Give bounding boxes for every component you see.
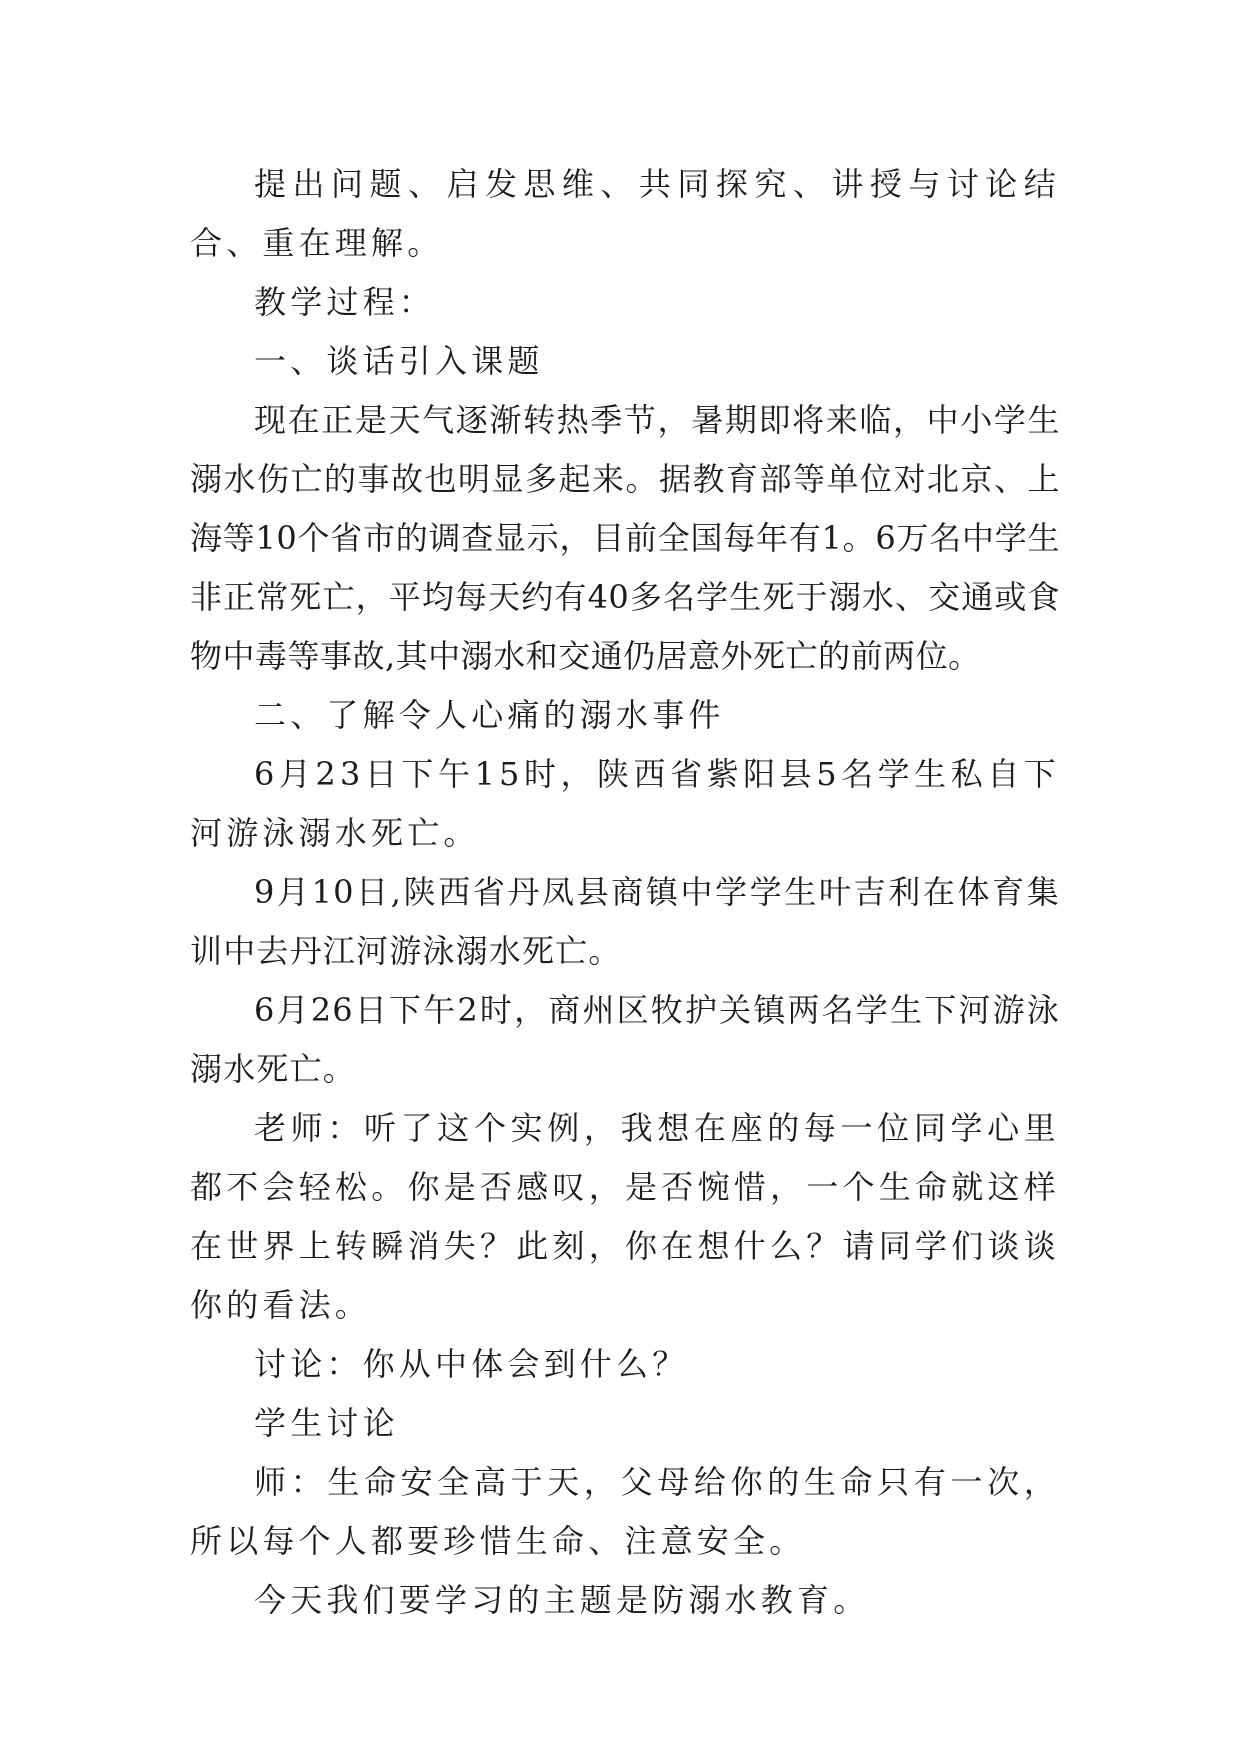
paragraph-lesson-topic: 今天我们要学习的主题是防溺水教育。 xyxy=(254,1581,870,1619)
paragraph-teaching-process-heading: 教学过程： xyxy=(254,283,436,321)
paragraph-event-2: 9月10日,陕西省丹凤县商镇中学学生叶吉利在体育集训中去丹江河游泳溺水死亡。 xyxy=(190,873,1060,970)
paragraph-teacher-summary: 师：生命安全高于天，父母给你的生命只有一次，所以每个人都要珍惜生命、注意安全。 xyxy=(190,1463,1060,1560)
section-heading-drowning-events: 二、了解令人心痛的溺水事件 xyxy=(254,696,725,734)
paragraph-discussion-question: 讨论：你从中体会到什么？ xyxy=(254,1345,689,1383)
paragraph-event-3: 6月26日下午2时，商州区牧护关镇两名学生下河游泳溺水死亡。 xyxy=(190,991,1060,1088)
section-heading-introduction: 一、谈话引入课题 xyxy=(254,342,544,380)
document-body xyxy=(190,155,1060,1630)
paragraph-student-discussion: 学生讨论 xyxy=(254,1404,399,1442)
paragraph-event-1: 6月23日下午15时，陕西省紫阳县5名学生私自下河游泳溺水死亡。 xyxy=(190,755,1060,852)
paragraph-teaching-method: 提出问题、启发思维、共同探究、讲授与讨论结合、重在理解。 xyxy=(190,165,1060,262)
paragraph-introduction: 现在正是天气逐渐转热季节，暑期即将来临，中小学生溺水伤亡的事故也明显多起来。据教育部等单位对北京、上海等10个省市的调查显示，目前全国每年有1。6万名中学生非正常死亡，平均每天约有40多名学生死于溺水、交通或食物中毒等事故,其中溺水和交通仍居意外死亡的前两位。 xyxy=(190,401,1060,675)
paragraph-teacher-remark: 老师：听了这个实例，我想在座的每一位同学心里都不会轻松。你是否感叹，是否惋惜，一个生命就这样在世界上转瞬消失？此刻，你在想什么？请同学们谈谈你的看法。 xyxy=(190,1109,1060,1324)
